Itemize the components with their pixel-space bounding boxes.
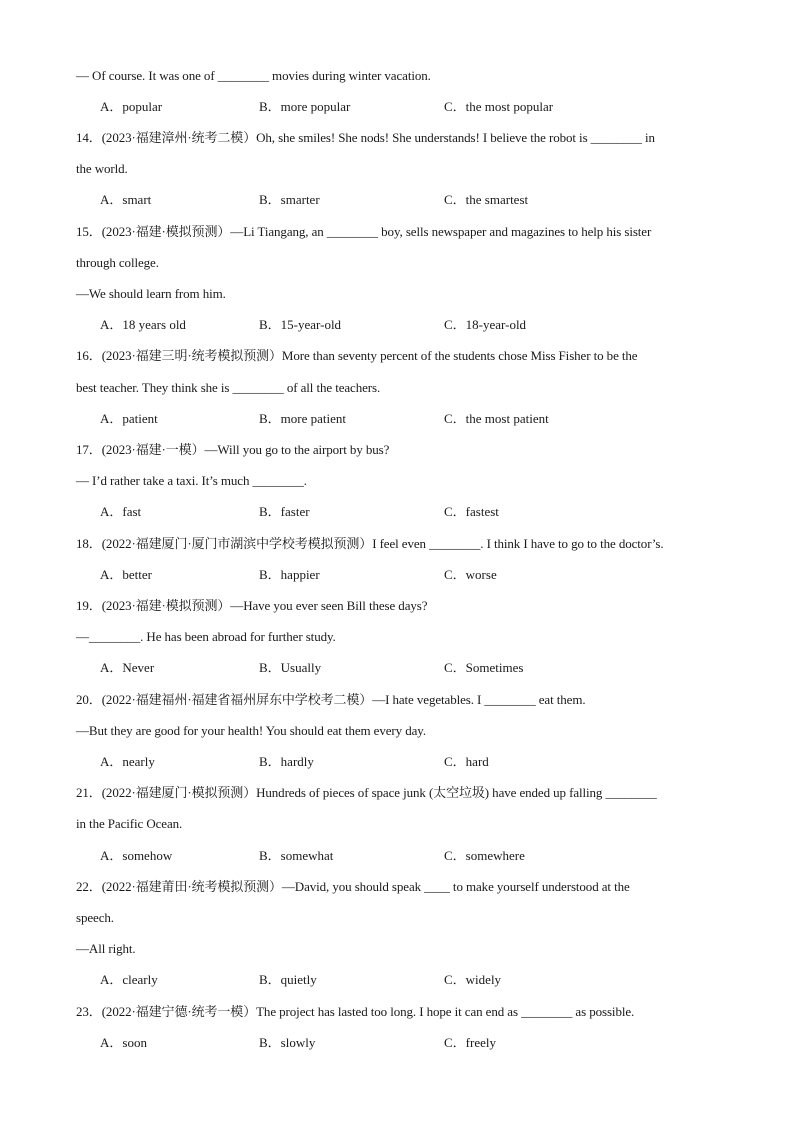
option-b: B．Usually bbox=[259, 660, 322, 675]
option-row bbox=[0, 317, 794, 333]
option-row bbox=[0, 660, 794, 676]
option-c: C．18-year-old bbox=[444, 317, 527, 332]
option-c: C．fastest bbox=[444, 504, 499, 519]
option-row bbox=[0, 411, 794, 427]
question-line: —All right. bbox=[76, 941, 136, 956]
question-line: 22．(2022·福建莆田·统考模拟预测）—David, you should speak ____ to make yourself understood at the bbox=[76, 879, 630, 894]
option-a: A．fast bbox=[100, 504, 142, 519]
option-b: B．15-year-old bbox=[259, 317, 342, 332]
option-c: C．the most patient bbox=[444, 411, 549, 426]
question-line: best teacher. They think she is ________ of all the teachers. bbox=[76, 380, 381, 395]
option-a: A．popular bbox=[100, 99, 163, 114]
option-b: B．smarter bbox=[259, 192, 320, 207]
question-line: speech. bbox=[76, 910, 114, 925]
question-line: the world. bbox=[76, 161, 128, 176]
question-line: —We should learn from him. bbox=[76, 286, 226, 301]
option-row bbox=[0, 192, 794, 208]
option-row bbox=[0, 754, 794, 770]
option-b: B．happier bbox=[259, 567, 320, 582]
question-line: through college. bbox=[76, 255, 159, 270]
option-row bbox=[0, 972, 794, 988]
option-b: B．more popular bbox=[259, 99, 351, 114]
question-line: 18．(2022·福建厦门·厦门市湖滨中学校考模拟预测）I feel even ________. I think I have to go to the doctor’s. bbox=[76, 536, 664, 551]
option-c: C．widely bbox=[444, 972, 502, 987]
option-a: A．somehow bbox=[100, 848, 173, 863]
option-c: C．worse bbox=[444, 567, 497, 582]
option-a: A．Never bbox=[100, 660, 155, 675]
question-line: — Of course. It was one of ________ movies during winter vacation. bbox=[76, 68, 431, 83]
question-line: 21．(2022·福建厦门·模拟预测）Hundreds of pieces of space junk (太空垃圾) have ended up falling ________ bbox=[76, 785, 657, 800]
question-line: 19．(2023·福建·模拟预测）—Have you ever seen Bill these days? bbox=[76, 598, 428, 613]
question-line: —________. He has been abroad for further study. bbox=[76, 629, 336, 644]
option-b: B．quietly bbox=[259, 972, 317, 987]
option-row bbox=[0, 99, 794, 115]
option-row bbox=[0, 567, 794, 583]
question-line: 16．(2023·福建三明·统考模拟预测）More than seventy percent of the students chose Miss Fisher to be the bbox=[76, 348, 638, 363]
option-c: C．somewhere bbox=[444, 848, 525, 863]
question-line: 14．(2023·福建漳州·统考二模）Oh, she smiles! She nods! She understands! I believe the robot is ________ in bbox=[76, 130, 655, 145]
option-a: A．better bbox=[100, 567, 152, 582]
option-c: C．Sometimes bbox=[444, 660, 524, 675]
option-c: C．freely bbox=[444, 1035, 496, 1050]
option-a: A．smart bbox=[100, 192, 152, 207]
option-c: C．the smartest bbox=[444, 192, 529, 207]
question-line: 20．(2022·福建福州·福建省福州屏东中学校考二模）—I hate vegetables. I ________ eat them. bbox=[76, 692, 586, 707]
question-line: 23．(2022·福建宁德·统考一模）The project has lasted too long. I hope it can end as ________ as possible. bbox=[76, 1004, 635, 1019]
option-a: A．clearly bbox=[100, 972, 158, 987]
option-row bbox=[0, 1035, 794, 1051]
option-b: B．hardly bbox=[259, 754, 314, 769]
option-b: B．slowly bbox=[259, 1035, 316, 1050]
question-line: —But they are good for your health! You should eat them every day. bbox=[76, 723, 426, 738]
option-b: B．faster bbox=[259, 504, 310, 519]
option-row bbox=[0, 504, 794, 520]
question-line: 17．(2023·福建·一模）—Will you go to the airport by bus? bbox=[76, 442, 390, 457]
option-c: C．hard bbox=[444, 754, 489, 769]
question-line: — I’d rather take a taxi. It’s much ________. bbox=[76, 473, 307, 488]
option-b: B．more patient bbox=[259, 411, 347, 426]
option-a: A．patient bbox=[100, 411, 158, 426]
question-line: 15．(2023·福建·模拟预测）—Li Tiangang, an ________ boy, sells newspaper and magazines to help his sister bbox=[76, 224, 652, 239]
option-a: A．nearly bbox=[100, 754, 155, 769]
option-a: A．18 years old bbox=[100, 317, 186, 332]
option-b: B．somewhat bbox=[259, 848, 334, 863]
option-c: C．the most popular bbox=[444, 99, 554, 114]
option-a: A．soon bbox=[100, 1035, 147, 1050]
option-row bbox=[0, 848, 794, 864]
question-line: in the Pacific Ocean. bbox=[76, 816, 183, 831]
